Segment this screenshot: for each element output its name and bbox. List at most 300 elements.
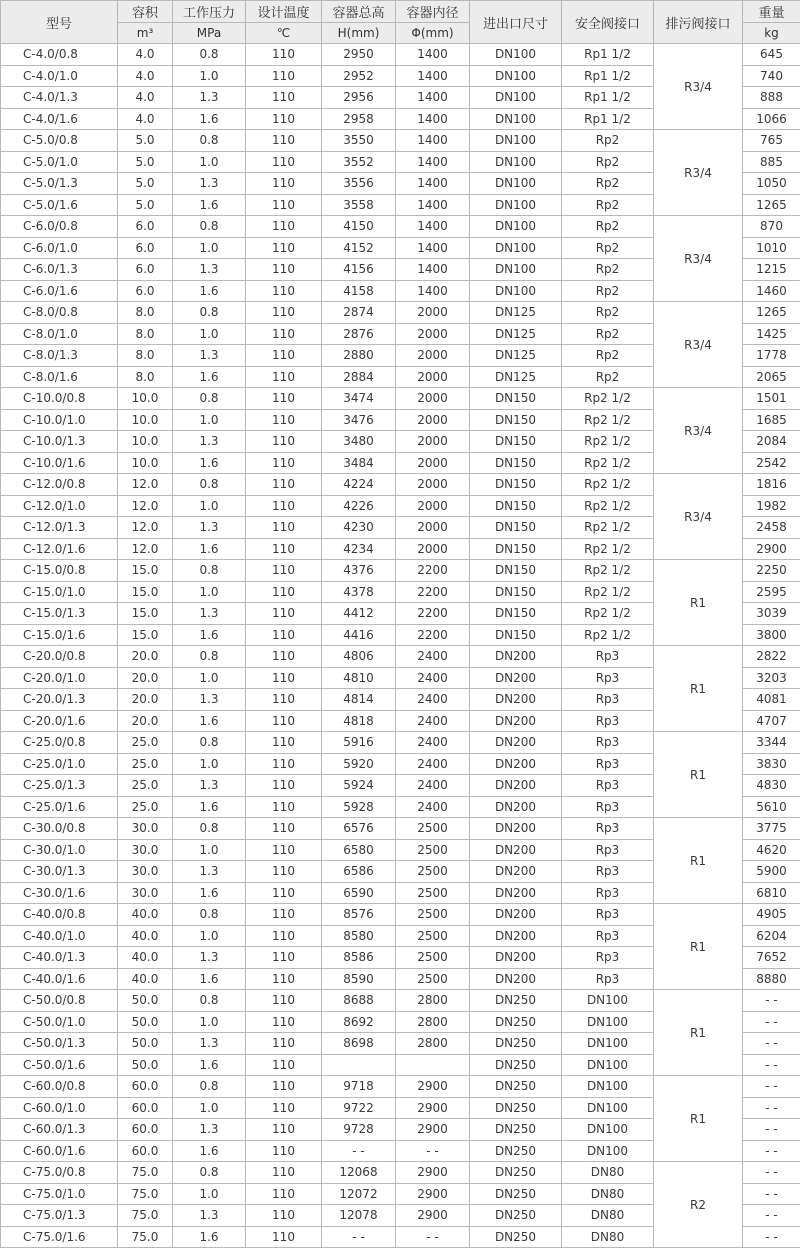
cell-weight: 3830 (743, 753, 800, 775)
cell-inlet: DN125 (470, 345, 562, 367)
cell-model: C-75.0/1.3 (1, 1205, 118, 1227)
cell-temperature: 110 (246, 366, 322, 388)
cell-safety-valve: Rp3 (562, 732, 654, 754)
cell-model: C-15.0/1.6 (1, 624, 118, 646)
cell-pressure: 0.8 (173, 560, 246, 582)
cell-volume: 12.0 (118, 538, 173, 560)
cell-weight: 1010 (743, 237, 800, 259)
cell-weight: 1778 (743, 345, 800, 367)
cell-volume: 15.0 (118, 603, 173, 625)
cell-weight: 1460 (743, 280, 800, 302)
cell-temperature: 110 (246, 796, 322, 818)
cell-weight: 4905 (743, 904, 800, 926)
cell-temperature: 110 (246, 388, 322, 410)
cell-diameter: 1400 (396, 44, 470, 66)
cell-diameter: 1400 (396, 259, 470, 281)
cell-weight: 3775 (743, 818, 800, 840)
cell-safety-valve: Rp2 1/2 (562, 624, 654, 646)
unit-pressure: MPa (173, 23, 246, 44)
cell-model: C-40.0/1.0 (1, 925, 118, 947)
cell-diameter: - - (396, 1140, 470, 1162)
cell-weight: 6204 (743, 925, 800, 947)
cell-pressure: 1.0 (173, 581, 246, 603)
cell-safety-valve: DN100 (562, 1011, 654, 1033)
cell-safety-valve: Rp2 1/2 (562, 474, 654, 496)
cell-volume: 6.0 (118, 280, 173, 302)
cell-inlet: DN150 (470, 538, 562, 560)
cell-weight: 2595 (743, 581, 800, 603)
cell-weight: 2250 (743, 560, 800, 582)
cell-safety-valve: Rp1 1/2 (562, 44, 654, 66)
cell-weight: 3344 (743, 732, 800, 754)
cell-model: C-8.0/1.3 (1, 345, 118, 367)
cell-safety-valve: DN80 (562, 1205, 654, 1227)
cell-volume: 25.0 (118, 796, 173, 818)
cell-volume: 12.0 (118, 474, 173, 496)
cell-volume: 75.0 (118, 1205, 173, 1227)
cell-model: C-30.0/1.0 (1, 839, 118, 861)
cell-diameter: 1400 (396, 151, 470, 173)
cell-drain-valve: R1 (654, 818, 743, 904)
cell-temperature: 110 (246, 1119, 322, 1141)
cell-volume: 20.0 (118, 689, 173, 711)
cell-model: C-20.0/1.3 (1, 689, 118, 711)
cell-inlet: DN100 (470, 151, 562, 173)
cell-weight: 6810 (743, 882, 800, 904)
cell-diameter: 2500 (396, 904, 470, 926)
header-height: 容器总高 (322, 1, 396, 23)
cell-safety-valve: Rp1 1/2 (562, 65, 654, 87)
cell-volume: 75.0 (118, 1226, 173, 1248)
cell-volume: 50.0 (118, 990, 173, 1012)
cell-volume: 40.0 (118, 947, 173, 969)
cell-model: C-50.0/1.3 (1, 1033, 118, 1055)
cell-weight: 740 (743, 65, 800, 87)
cell-inlet: DN200 (470, 775, 562, 797)
cell-temperature: 110 (246, 194, 322, 216)
cell-diameter: 2400 (396, 667, 470, 689)
cell-weight: 2458 (743, 517, 800, 539)
cell-volume: 4.0 (118, 65, 173, 87)
cell-height: 4230 (322, 517, 396, 539)
cell-temperature: 110 (246, 65, 322, 87)
cell-inlet: DN150 (470, 431, 562, 453)
cell-weight: 1816 (743, 474, 800, 496)
cell-safety-valve: Rp3 (562, 646, 654, 668)
cell-volume: 6.0 (118, 216, 173, 238)
cell-safety-valve: DN80 (562, 1162, 654, 1184)
cell-model: C-15.0/1.0 (1, 581, 118, 603)
cell-height: 3550 (322, 130, 396, 152)
cell-height: 4818 (322, 710, 396, 732)
unit-temperature: ℃ (246, 23, 322, 44)
cell-weight: 888 (743, 87, 800, 109)
cell-safety-valve: Rp2 (562, 173, 654, 195)
cell-pressure: 1.6 (173, 710, 246, 732)
cell-temperature: 110 (246, 1054, 322, 1076)
unit-diameter: Φ(mm) (396, 23, 470, 44)
cell-temperature: 110 (246, 151, 322, 173)
cell-volume: 10.0 (118, 431, 173, 453)
cell-model: C-30.0/0.8 (1, 818, 118, 840)
cell-safety-valve: DN100 (562, 1054, 654, 1076)
cell-volume: 5.0 (118, 151, 173, 173)
cell-inlet: DN100 (470, 44, 562, 66)
cell-diameter: 2000 (396, 452, 470, 474)
cell-weight: 645 (743, 44, 800, 66)
cell-height: 2880 (322, 345, 396, 367)
cell-diameter: 2000 (396, 517, 470, 539)
cell-pressure: 1.3 (173, 603, 246, 625)
cell-safety-valve: Rp3 (562, 818, 654, 840)
cell-model: C-10.0/1.3 (1, 431, 118, 453)
cell-safety-valve: Rp2 1/2 (562, 431, 654, 453)
cell-drain-valve: R1 (654, 646, 743, 732)
cell-safety-valve: Rp2 1/2 (562, 603, 654, 625)
cell-drain-valve: R3/4 (654, 474, 743, 560)
cell-model: C-6.0/0.8 (1, 216, 118, 238)
cell-height: 2956 (322, 87, 396, 109)
cell-volume: 30.0 (118, 882, 173, 904)
cell-weight: 4830 (743, 775, 800, 797)
cell-temperature: 110 (246, 968, 322, 990)
cell-safety-valve: Rp2 (562, 345, 654, 367)
cell-safety-valve: Rp2 (562, 216, 654, 238)
cell-volume: 8.0 (118, 323, 173, 345)
cell-temperature: 110 (246, 44, 322, 66)
cell-temperature: 110 (246, 839, 322, 861)
cell-diameter: 2000 (396, 345, 470, 367)
cell-diameter (396, 1054, 470, 1076)
cell-diameter: 2500 (396, 861, 470, 883)
cell-diameter: 2400 (396, 646, 470, 668)
cell-pressure: 1.6 (173, 796, 246, 818)
cell-volume: 60.0 (118, 1097, 173, 1119)
cell-height: - - (322, 1226, 396, 1248)
cell-height: 8688 (322, 990, 396, 1012)
cell-pressure: 0.8 (173, 732, 246, 754)
cell-diameter: 1400 (396, 65, 470, 87)
cell-temperature: 110 (246, 237, 322, 259)
cell-weight: - - (743, 1033, 800, 1055)
cell-diameter: 2000 (396, 409, 470, 431)
cell-height: 3558 (322, 194, 396, 216)
cell-volume: 15.0 (118, 581, 173, 603)
cell-safety-valve: Rp2 1/2 (562, 409, 654, 431)
cell-temperature: 110 (246, 689, 322, 711)
cell-pressure: 0.8 (173, 646, 246, 668)
cell-pressure: 1.3 (173, 259, 246, 281)
cell-model: C-4.0/1.3 (1, 87, 118, 109)
cell-weight: 1685 (743, 409, 800, 431)
cell-height: 12072 (322, 1183, 396, 1205)
cell-weight: - - (743, 1076, 800, 1098)
cell-pressure: 1.3 (173, 431, 246, 453)
cell-model: C-30.0/1.6 (1, 882, 118, 904)
cell-weight: 1066 (743, 108, 800, 130)
cell-model: C-10.0/0.8 (1, 388, 118, 410)
cell-diameter: 2200 (396, 581, 470, 603)
cell-temperature: 110 (246, 538, 322, 560)
cell-safety-valve: Rp2 1/2 (562, 452, 654, 474)
cell-height: 4234 (322, 538, 396, 560)
cell-inlet: DN200 (470, 818, 562, 840)
cell-pressure: 1.6 (173, 1226, 246, 1248)
cell-diameter: 1400 (396, 87, 470, 109)
cell-pressure: 0.8 (173, 1162, 246, 1184)
cell-weight: 1265 (743, 194, 800, 216)
cell-height: 4152 (322, 237, 396, 259)
cell-inlet: DN100 (470, 237, 562, 259)
cell-volume: 4.0 (118, 44, 173, 66)
cell-volume: 8.0 (118, 302, 173, 324)
cell-model: C-20.0/1.0 (1, 667, 118, 689)
cell-volume: 10.0 (118, 452, 173, 474)
cell-inlet: DN200 (470, 947, 562, 969)
cell-safety-valve: DN100 (562, 1076, 654, 1098)
cell-height: 2950 (322, 44, 396, 66)
cell-volume: 75.0 (118, 1162, 173, 1184)
cell-pressure: 1.3 (173, 861, 246, 883)
cell-height: 9722 (322, 1097, 396, 1119)
cell-diameter: 2400 (396, 775, 470, 797)
table-row (1, 216, 800, 238)
cell-weight: 3203 (743, 667, 800, 689)
cell-diameter: 2000 (396, 366, 470, 388)
cell-weight: - - (743, 1205, 800, 1227)
cell-height: 4810 (322, 667, 396, 689)
cell-height: 4814 (322, 689, 396, 711)
cell-temperature: 110 (246, 1011, 322, 1033)
cell-volume: 10.0 (118, 388, 173, 410)
cell-model: C-50.0/1.0 (1, 1011, 118, 1033)
cell-volume: 25.0 (118, 753, 173, 775)
cell-model: C-4.0/1.6 (1, 108, 118, 130)
cell-diameter: 2800 (396, 1033, 470, 1055)
cell-pressure: 1.6 (173, 968, 246, 990)
cell-height: 4158 (322, 280, 396, 302)
cell-temperature: 110 (246, 409, 322, 431)
cell-pressure: 1.6 (173, 108, 246, 130)
cell-inlet: DN100 (470, 280, 562, 302)
cell-weight: 1050 (743, 173, 800, 195)
cell-diameter: 2800 (396, 990, 470, 1012)
cell-inlet: DN150 (470, 560, 562, 582)
cell-weight: - - (743, 1097, 800, 1119)
cell-weight: 7652 (743, 947, 800, 969)
table-row (1, 818, 800, 840)
cell-height: 4150 (322, 216, 396, 238)
header-model: 型号 (1, 1, 118, 44)
cell-temperature: 110 (246, 667, 322, 689)
cell-weight: 2900 (743, 538, 800, 560)
header-diameter: 容器内径 (396, 1, 470, 23)
cell-volume: 50.0 (118, 1011, 173, 1033)
cell-weight: 1265 (743, 302, 800, 324)
table-row (1, 990, 800, 1012)
cell-model: C-8.0/0.8 (1, 302, 118, 324)
cell-temperature: 110 (246, 495, 322, 517)
cell-inlet: DN250 (470, 1076, 562, 1098)
cell-drain-valve: R1 (654, 560, 743, 646)
cell-height: 3556 (322, 173, 396, 195)
cell-height: 8586 (322, 947, 396, 969)
cell-model: C-5.0/1.0 (1, 151, 118, 173)
cell-height: 5920 (322, 753, 396, 775)
cell-pressure: 1.6 (173, 452, 246, 474)
cell-height: 4416 (322, 624, 396, 646)
cell-drain-valve: R3/4 (654, 216, 743, 302)
cell-model: C-25.0/1.0 (1, 753, 118, 775)
cell-model: C-12.0/1.0 (1, 495, 118, 517)
cell-model: C-5.0/1.3 (1, 173, 118, 195)
cell-inlet: DN150 (470, 409, 562, 431)
cell-model: C-6.0/1.3 (1, 259, 118, 281)
cell-drain-valve: R1 (654, 904, 743, 990)
cell-inlet: DN250 (470, 1119, 562, 1141)
cell-safety-valve: Rp3 (562, 968, 654, 990)
cell-height: 8590 (322, 968, 396, 990)
cell-pressure: 0.8 (173, 388, 246, 410)
cell-inlet: DN100 (470, 65, 562, 87)
cell-diameter: 2900 (396, 1183, 470, 1205)
cell-temperature: 110 (246, 173, 322, 195)
cell-volume: 6.0 (118, 237, 173, 259)
cell-pressure: 1.3 (173, 87, 246, 109)
cell-diameter: 2200 (396, 560, 470, 582)
cell-model: C-5.0/1.6 (1, 194, 118, 216)
cell-temperature: 110 (246, 581, 322, 603)
cell-weight: 2542 (743, 452, 800, 474)
cell-inlet: DN100 (470, 130, 562, 152)
cell-height: - - (322, 1140, 396, 1162)
cell-inlet: DN100 (470, 108, 562, 130)
cell-volume: 40.0 (118, 925, 173, 947)
cell-temperature: 110 (246, 775, 322, 797)
cell-temperature: 110 (246, 108, 322, 130)
cell-safety-valve: Rp1 1/2 (562, 87, 654, 109)
cell-height: 3484 (322, 452, 396, 474)
cell-inlet: DN125 (470, 323, 562, 345)
cell-diameter: 1400 (396, 130, 470, 152)
cell-pressure: 1.3 (173, 689, 246, 711)
cell-pressure: 1.6 (173, 624, 246, 646)
cell-weight: - - (743, 1054, 800, 1076)
cell-inlet: DN200 (470, 710, 562, 732)
cell-diameter: 1400 (396, 194, 470, 216)
cell-diameter: 2500 (396, 925, 470, 947)
cell-inlet: DN100 (470, 173, 562, 195)
cell-volume: 6.0 (118, 259, 173, 281)
cell-inlet: DN200 (470, 753, 562, 775)
cell-pressure: 1.0 (173, 151, 246, 173)
cell-safety-valve: Rp2 (562, 130, 654, 152)
cell-weight: 4620 (743, 839, 800, 861)
cell-model: C-5.0/0.8 (1, 130, 118, 152)
cell-pressure: 1.0 (173, 495, 246, 517)
cell-temperature: 110 (246, 302, 322, 324)
cell-height: 8576 (322, 904, 396, 926)
cell-weight: - - (743, 990, 800, 1012)
cell-safety-valve: DN100 (562, 1033, 654, 1055)
cell-volume: 5.0 (118, 130, 173, 152)
cell-height: 6586 (322, 861, 396, 883)
cell-height: 3476 (322, 409, 396, 431)
cell-height: 12078 (322, 1205, 396, 1227)
table-row (1, 560, 800, 582)
cell-weight: - - (743, 1162, 800, 1184)
cell-temperature: 110 (246, 732, 322, 754)
table-row (1, 904, 800, 926)
cell-inlet: DN125 (470, 302, 562, 324)
cell-inlet: DN250 (470, 990, 562, 1012)
cell-inlet: DN100 (470, 216, 562, 238)
table-row (1, 44, 800, 66)
cell-pressure: 0.8 (173, 474, 246, 496)
cell-inlet: DN125 (470, 366, 562, 388)
header-volume: 容积 (118, 1, 173, 23)
cell-height (322, 1054, 396, 1076)
cell-safety-valve: DN100 (562, 1119, 654, 1141)
cell-temperature: 110 (246, 861, 322, 883)
cell-diameter: 2000 (396, 431, 470, 453)
cell-inlet: DN250 (470, 1205, 562, 1227)
cell-model: C-40.0/0.8 (1, 904, 118, 926)
cell-inlet: DN250 (470, 1183, 562, 1205)
cell-volume: 12.0 (118, 517, 173, 539)
unit-volume: m³ (118, 23, 173, 44)
cell-pressure: 0.8 (173, 990, 246, 1012)
cell-diameter: 2000 (396, 495, 470, 517)
cell-model: C-25.0/0.8 (1, 732, 118, 754)
cell-volume: 50.0 (118, 1054, 173, 1076)
cell-pressure: 1.0 (173, 409, 246, 431)
cell-weight: 1501 (743, 388, 800, 410)
cell-height: 9728 (322, 1119, 396, 1141)
cell-pressure: 1.0 (173, 1011, 246, 1033)
cell-pressure: 0.8 (173, 818, 246, 840)
cell-safety-valve: Rp3 (562, 667, 654, 689)
cell-diameter: 2500 (396, 818, 470, 840)
cell-temperature: 110 (246, 1226, 322, 1248)
cell-pressure: 0.8 (173, 216, 246, 238)
cell-volume: 5.0 (118, 173, 173, 195)
cell-pressure: 0.8 (173, 130, 246, 152)
header-drain-valve: 排污阀接口 (654, 1, 743, 44)
cell-inlet: DN250 (470, 1011, 562, 1033)
cell-safety-valve: Rp3 (562, 861, 654, 883)
cell-diameter: 2400 (396, 753, 470, 775)
unit-weight: kg (743, 23, 800, 44)
cell-height: 8692 (322, 1011, 396, 1033)
cell-temperature: 110 (246, 1033, 322, 1055)
cell-volume: 60.0 (118, 1076, 173, 1098)
cell-model: C-30.0/1.3 (1, 861, 118, 883)
table-row (1, 732, 800, 754)
cell-safety-valve: Rp2 1/2 (562, 560, 654, 582)
cell-temperature: 110 (246, 517, 322, 539)
cell-diameter: 2400 (396, 796, 470, 818)
cell-height: 8698 (322, 1033, 396, 1055)
cell-safety-valve: Rp2 (562, 323, 654, 345)
cell-inlet: DN200 (470, 904, 562, 926)
cell-safety-valve: Rp3 (562, 775, 654, 797)
cell-model: C-10.0/1.0 (1, 409, 118, 431)
cell-diameter: 2400 (396, 732, 470, 754)
cell-pressure: 1.3 (173, 1033, 246, 1055)
cell-inlet: DN150 (470, 603, 562, 625)
cell-pressure: 1.3 (173, 947, 246, 969)
